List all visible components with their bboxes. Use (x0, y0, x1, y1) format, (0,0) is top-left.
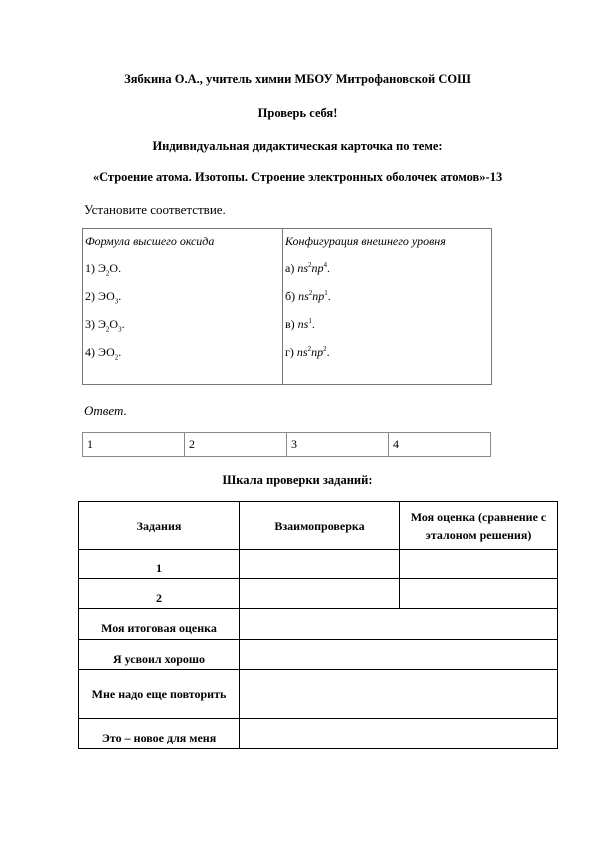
my-grade-header: Моя оценка (сравнение с эталоном решения) (400, 502, 558, 550)
learned-well-label: Я усвоил хорошо (79, 640, 240, 670)
oxide-end: . (118, 289, 122, 303)
final-grade-cell[interactable] (240, 609, 558, 640)
oxide-subscript: 2 (105, 325, 110, 334)
oxide-formula-part: Э (98, 317, 106, 331)
config-letter: г) (285, 345, 297, 359)
answer-cell-1[interactable]: 1 (83, 433, 185, 457)
config-end: . (326, 345, 330, 359)
oxide-formula-part: ЭО (98, 289, 115, 303)
oxide-subscript: 2 (105, 269, 110, 278)
oxide-formula-part: Э (98, 261, 106, 275)
my-grade-cell[interactable] (400, 579, 558, 609)
task-number: 2 (79, 579, 240, 609)
need-repeat-label: Мне надо еще повторить (79, 670, 240, 719)
oxide-subscript: 2 (114, 353, 119, 362)
oxide-subscript: 3 (118, 325, 122, 334)
config-item (285, 310, 489, 338)
need-repeat-cell[interactable] (240, 670, 558, 719)
final-grade-label: Моя итоговая оценка (79, 609, 240, 640)
config-column-header: Конфигурация внешнего уровня (285, 234, 446, 248)
oxide-subscript: 3 (114, 297, 119, 306)
author-line: Зябкина О.А., учитель химии МБОУ Митрофановской СОШ (124, 72, 471, 86)
answer-table (82, 432, 491, 457)
oxide-end: . (118, 345, 122, 359)
final-grade-row (79, 609, 558, 640)
config-orbital: np (311, 345, 324, 359)
tasks-header: Задания (79, 502, 240, 550)
task-row (79, 550, 558, 579)
oxide-formula-part: О (109, 317, 119, 331)
need-repeat-row (79, 670, 558, 719)
config-orbital: np (312, 289, 325, 303)
config-letter: а) (285, 261, 298, 275)
config-superscript: 2 (323, 345, 327, 353)
oxide-end: . (118, 261, 122, 275)
config-superscript: 1 (308, 317, 312, 325)
answer-label: Ответ. (84, 403, 127, 418)
config-superscript: 1 (324, 289, 328, 297)
oxides-column (83, 229, 283, 385)
answer-cell-4[interactable]: 4 (389, 433, 491, 457)
config-end: . (311, 317, 315, 331)
my-grade-cell[interactable] (400, 550, 558, 579)
oxide-item (85, 310, 280, 338)
answer-cell-3[interactable]: 3 (287, 433, 389, 457)
oxide-number: 1) (85, 261, 98, 275)
config-orbital: ns (298, 289, 309, 303)
answer-cell-2[interactable]: 2 (185, 433, 287, 457)
config-orbital: ns (297, 261, 308, 275)
config-item (285, 254, 489, 282)
peer-check-cell[interactable] (240, 579, 400, 609)
oxide-number: 4) (85, 345, 98, 359)
config-superscript: 2 (308, 289, 313, 297)
config-end: . (327, 261, 330, 275)
new-for-me-row (79, 719, 558, 749)
matching-table (82, 228, 492, 385)
scale-title: Шкала проверки заданий: (222, 473, 373, 487)
config-end: . (327, 289, 331, 303)
config-orbital: np (311, 261, 324, 275)
config-letter: б) (285, 289, 299, 303)
learned-well-row (79, 640, 558, 670)
new-for-me-label: Это – новое для меня (79, 719, 240, 749)
oxide-end: . (121, 317, 125, 331)
config-orbital: ns (297, 317, 309, 331)
peer-check-cell[interactable] (240, 550, 400, 579)
check-yourself-title: Проверь себя! (257, 106, 338, 120)
peer-check-header: Взаимопроверка (240, 502, 400, 550)
config-superscript: 2 (308, 261, 312, 269)
scale-table (78, 501, 558, 749)
config-superscript: 2 (307, 345, 312, 353)
task-row (79, 579, 558, 609)
config-letter: в) (285, 317, 298, 331)
oxide-item (85, 338, 280, 366)
configs-column (283, 229, 492, 385)
config-item (285, 282, 489, 310)
oxide-item (85, 282, 280, 310)
oxide-item (85, 254, 280, 282)
topic-title: «Строение атома. Изотопы. Строение электронных оболочек атомов»-13 (92, 170, 503, 184)
scale-header-row (79, 502, 558, 550)
task-number: 1 (79, 550, 240, 579)
oxide-number: 3) (85, 317, 98, 331)
oxide-formula-part: О (109, 261, 119, 275)
instruction-text: Установите соответствие. (84, 202, 226, 217)
oxide-formula-part: ЭО (98, 345, 115, 359)
learned-well-cell[interactable] (240, 640, 558, 670)
oxide-column-header: Формула высшего оксида (85, 234, 215, 248)
config-orbital: ns (296, 345, 308, 359)
oxide-number: 2) (85, 289, 98, 303)
new-for-me-cell[interactable] (240, 719, 558, 749)
card-title: Индивидуальная дидактическая карточка по теме: (152, 139, 443, 153)
config-superscript: 4 (323, 261, 327, 269)
config-item (285, 338, 489, 366)
